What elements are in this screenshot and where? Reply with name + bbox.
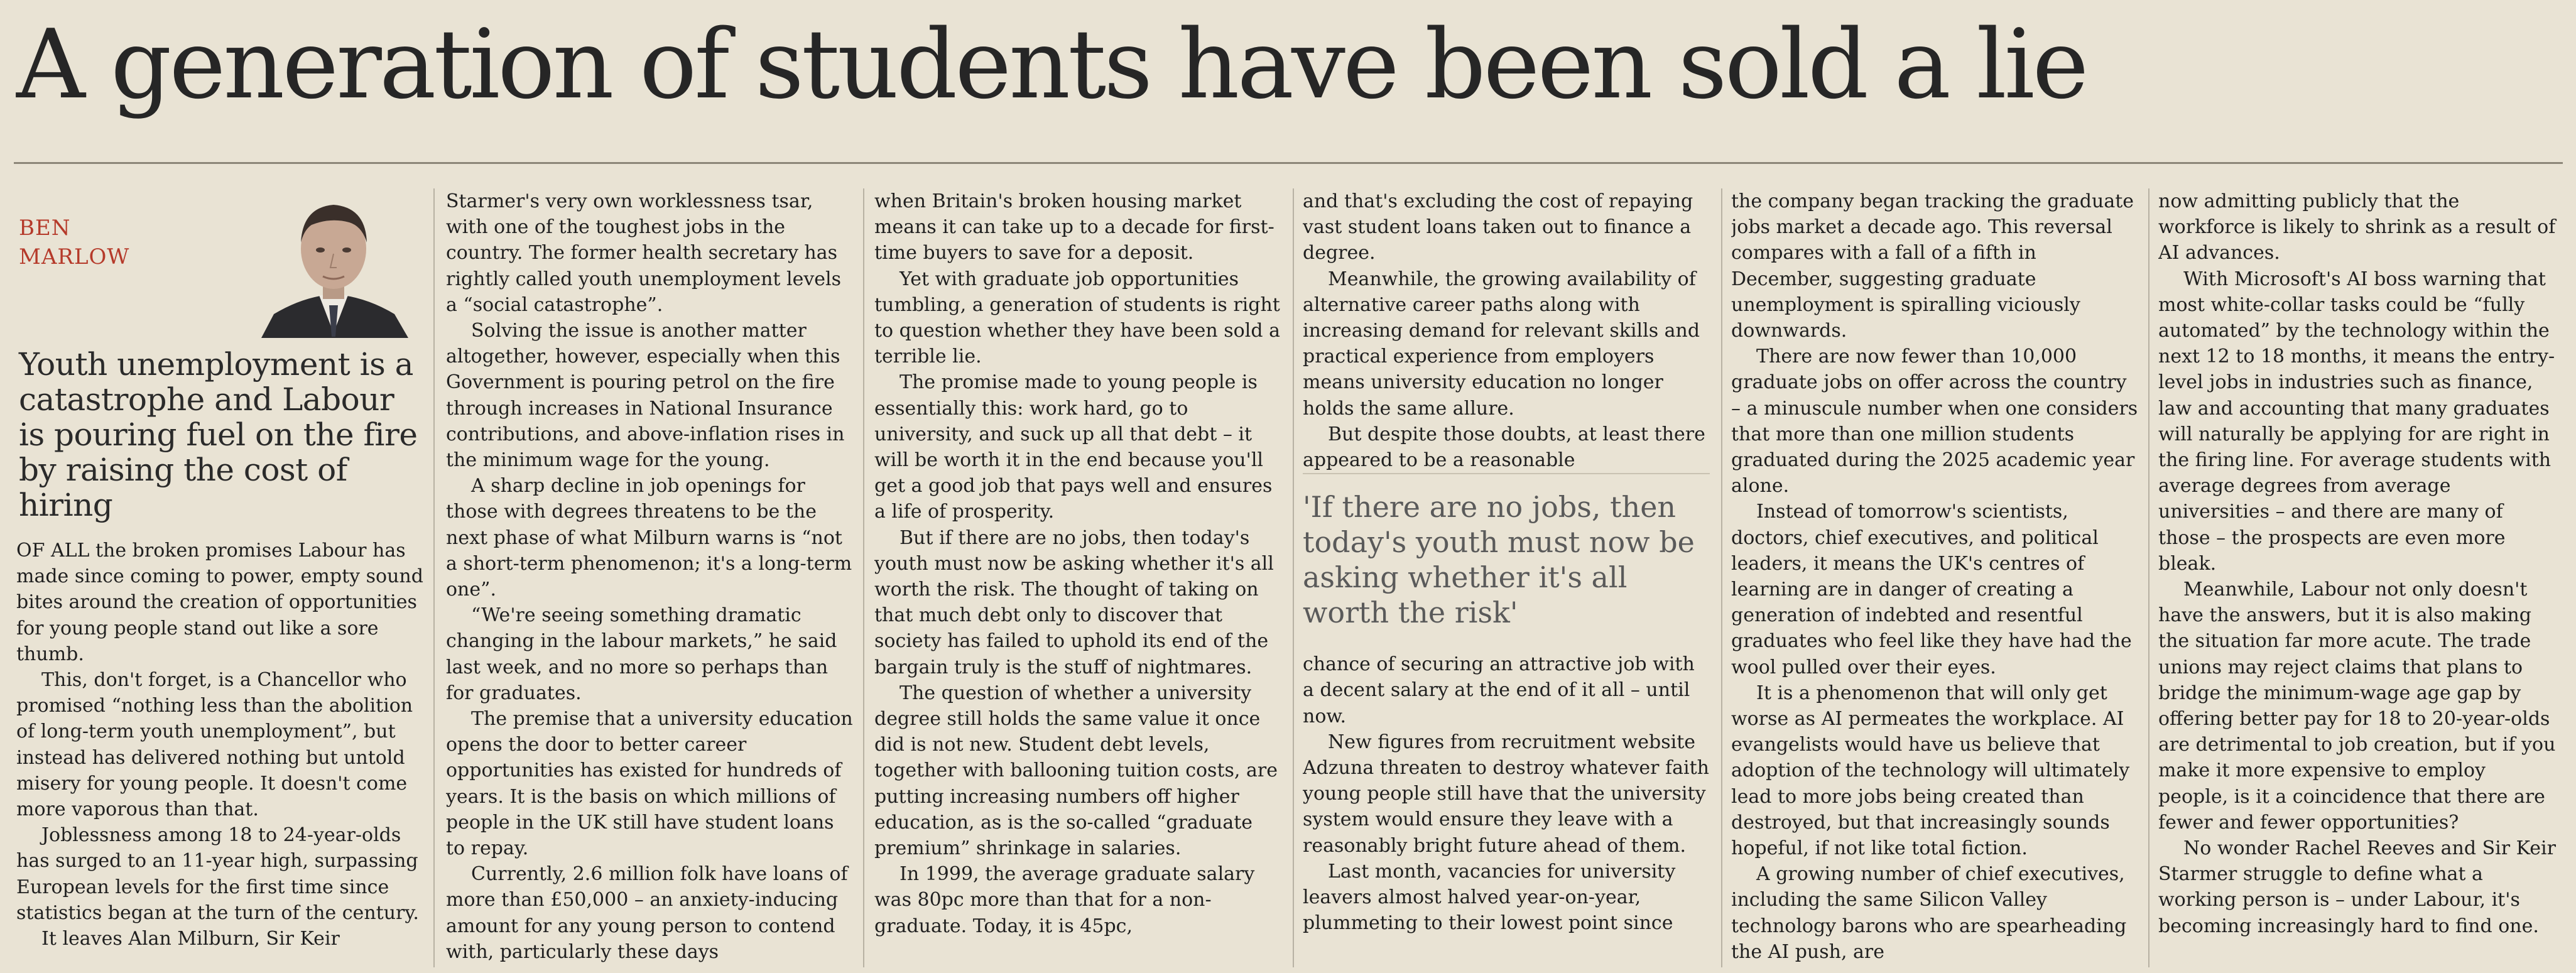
headline: A generation of students have been sold a lie <box>16 9 2087 120</box>
paragraph: “We're seeing something dramatic changing in the labour markets,” he said last week, and no more so perhaps than for graduates. <box>446 604 837 704</box>
byline-block <box>16 188 423 339</box>
paragraph: In 1999, the average graduate salary was 80pc more than that for a non-graduate. Today, it is 45pc, <box>874 863 1255 937</box>
paragraph: New figures from recruitment website Adzuna threaten to destroy whatever faith young people still have that the university system would ensure they leave with a reasonably bright future ahead of them. <box>1303 731 1709 857</box>
paragraph: Last month, vacancies for university leavers almost halved year-on-year, plummeting to their lowest point since <box>1303 860 1676 935</box>
column-6 <box>2158 188 2560 970</box>
column-divider <box>433 188 435 967</box>
paragraph: It is a phenomenon that will only get worse as AI permeates the workplace. AI evangelists would have us believe that adoption of the technology will ultimately lead to more jobs being created than destroyed, but that increasingly sounds hopeful, if not like total fiction. <box>1731 682 2130 860</box>
column-divider <box>1721 188 1722 967</box>
paragraph: chance of securing an attractive job with a decent salary at the end of it all – until now. <box>1303 653 1695 727</box>
column-divider <box>863 188 864 967</box>
column-2 <box>446 188 853 970</box>
pull-quote: 'If there are no jobs, then today's youth must now be asking whether it's all worth the risk' <box>1303 473 1710 630</box>
column-divider <box>1293 188 1294 967</box>
column-3 <box>874 188 1281 970</box>
paragraph: A growing number of chief executives, including the same Silicon Valley technology barons who are spearheading the AI push, are <box>1731 863 2127 963</box>
paragraph: No wonder Rachel Reeves and Sir Keir Starmer struggle to define what a working person is – under Labour, it's becoming increasingly hard to find one. <box>2158 837 2556 937</box>
paragraph: The promise made to young people is essentially this: work hard, go to university, and suck up all that debt – it will be worth it in the end because you'll get a good job that pays well and ensures a life of prosperity. <box>874 371 1273 523</box>
paragraph: Starmer's very own worklessness tsar, with one of the toughest jobs in the country. The former health secretary has rightly called youth unemployment levels a “social catastrophe”. <box>446 190 842 316</box>
paragraph: and that's excluding the cost of repaying vast student loans taken out to finance a degree. <box>1303 190 1693 264</box>
paragraph: Meanwhile, Labour not only doesn't have the answers, but it is also making the situation far more acute. The trade unions may reject claims that plans to bridge the minimum-wage age gap by offering better pay for 18 to 20-year-olds are detrimental to job creation, but if you make it more expensive to employ people, is it a coincidence that there are fewer and fewer opportunities? <box>2158 579 2556 834</box>
byline-last-name: MARLOW <box>19 244 130 269</box>
paragraph: It leaves Alan Milburn, Sir Keir <box>41 928 340 950</box>
column-1 <box>16 188 423 970</box>
paragraph: There are now fewer than 10,000 graduate jobs on offer across the country – a minuscule number when one considers that more than one million students graduated during the 2025 academic year alone. <box>1731 345 2138 497</box>
headline-rule <box>14 162 2563 164</box>
paragraph: OF ALL the broken promises Labour has made since coming to power, empty sound bites around the creation of opportunities for young people stand out like a sore thumb. <box>16 540 423 665</box>
paragraph: Solving the issue is another matter altogether, however, especially when this Government is pouring petrol on the fire through increases in National Insurance contributions, and above-inflation rises in the minimum wage for the young. <box>446 320 845 472</box>
paragraph: Joblessness among 18 to 24-year-olds has surged to an 11-year high, surpassing European levels for the first time since statistics began at the turn of the century. <box>16 824 419 924</box>
paragraph: This, don't forget, is a Chancellor who promised “nothing less than the abolition of long-term youth unemployment”, but instead has delivered nothing but untold misery for young people. It doesn't come more vaporous than that. <box>16 669 413 821</box>
paragraph: now admitting publicly that the workforce is likely to shrink as a result of AI advances. <box>2158 190 2556 264</box>
byline <box>19 214 129 271</box>
column-4 <box>1303 188 1710 970</box>
paragraph: The premise that a university education opens the door to better career opportunities has existed for hundreds of years. It is the basis on which millions of people in the UK still have student loans to repay. <box>446 708 853 860</box>
paragraph: The question of whether a university degree still holds the same value it once did is not new. Student debt levels, together with ballooning tuition costs, are putting increasing numbers off higher education, as is the so-called “graduate premium” shrinkage in salaries. <box>874 682 1278 860</box>
standfirst: Youth unemployment is a catastrophe and Labour is pouring fuel on the fire by raising the cost of hiring <box>19 346 418 523</box>
paragraph: But despite those doubts, at least there appeared to be a reasonable <box>1303 423 1705 472</box>
column-divider <box>2148 188 2149 967</box>
paragraph: With Microsoft's AI boss warning that most white-collar tasks could be “fully automated” by the technology within the next 12 to 18 months, it means the entry-level jobs in industries such as finance, law and accounting that many graduates will naturally be applying for are right in the firing line. For average students with average degrees from average universities – and there are many of those – the prospects are even more bleak. <box>2158 268 2555 575</box>
paragraph: Yet with graduate job opportunities tumbling, a generation of students is right to question whether they have been sold a terrible lie. <box>874 268 1280 368</box>
paragraph: Meanwhile, the growing availability of alternative career paths along with increasing demand for relevant skills and practical experience from employers means university education no longer holds the same allure. <box>1303 268 1700 420</box>
author-portrait <box>249 188 418 338</box>
byline-first-name: BEN <box>19 215 71 241</box>
paragraph: But if there are no jobs, then today's youth must now be asking whether it's all worth the risk. The thought of taking on that much debt only to discover that society has failed to uphold its end of the bargain truly is the stuff of nightmares. <box>874 526 1274 678</box>
column-5 <box>1731 188 2138 970</box>
paragraph: when Britain's broken housing market means it can take up to a decade for first-time buyers to save for a deposit. <box>874 190 1274 264</box>
paragraph: the company began tracking the graduate jobs market a decade ago. This reversal compares with a fall of a fifth in December, suggesting graduate unemployment is spiralling viciously downwards. <box>1731 190 2134 342</box>
paragraph: A sharp decline in job openings for those with degrees threatens to be the next phase of what Milburn warns is “not a short-term phenomenon; it's a long-term one”. <box>446 475 852 601</box>
paragraph: Currently, 2.6 million folk have loans of more than £50,000 – an anxiety-inducing amount for any young person to contend with, particularly these days <box>446 863 848 963</box>
paragraph: Instead of tomorrow's scientists, doctors, chief executives, and political leaders, it means the UK's centres of learning are in danger of creating a generation of indebted and resentful graduates who feel like they have had the wool pulled over their eyes. <box>1731 501 2132 678</box>
